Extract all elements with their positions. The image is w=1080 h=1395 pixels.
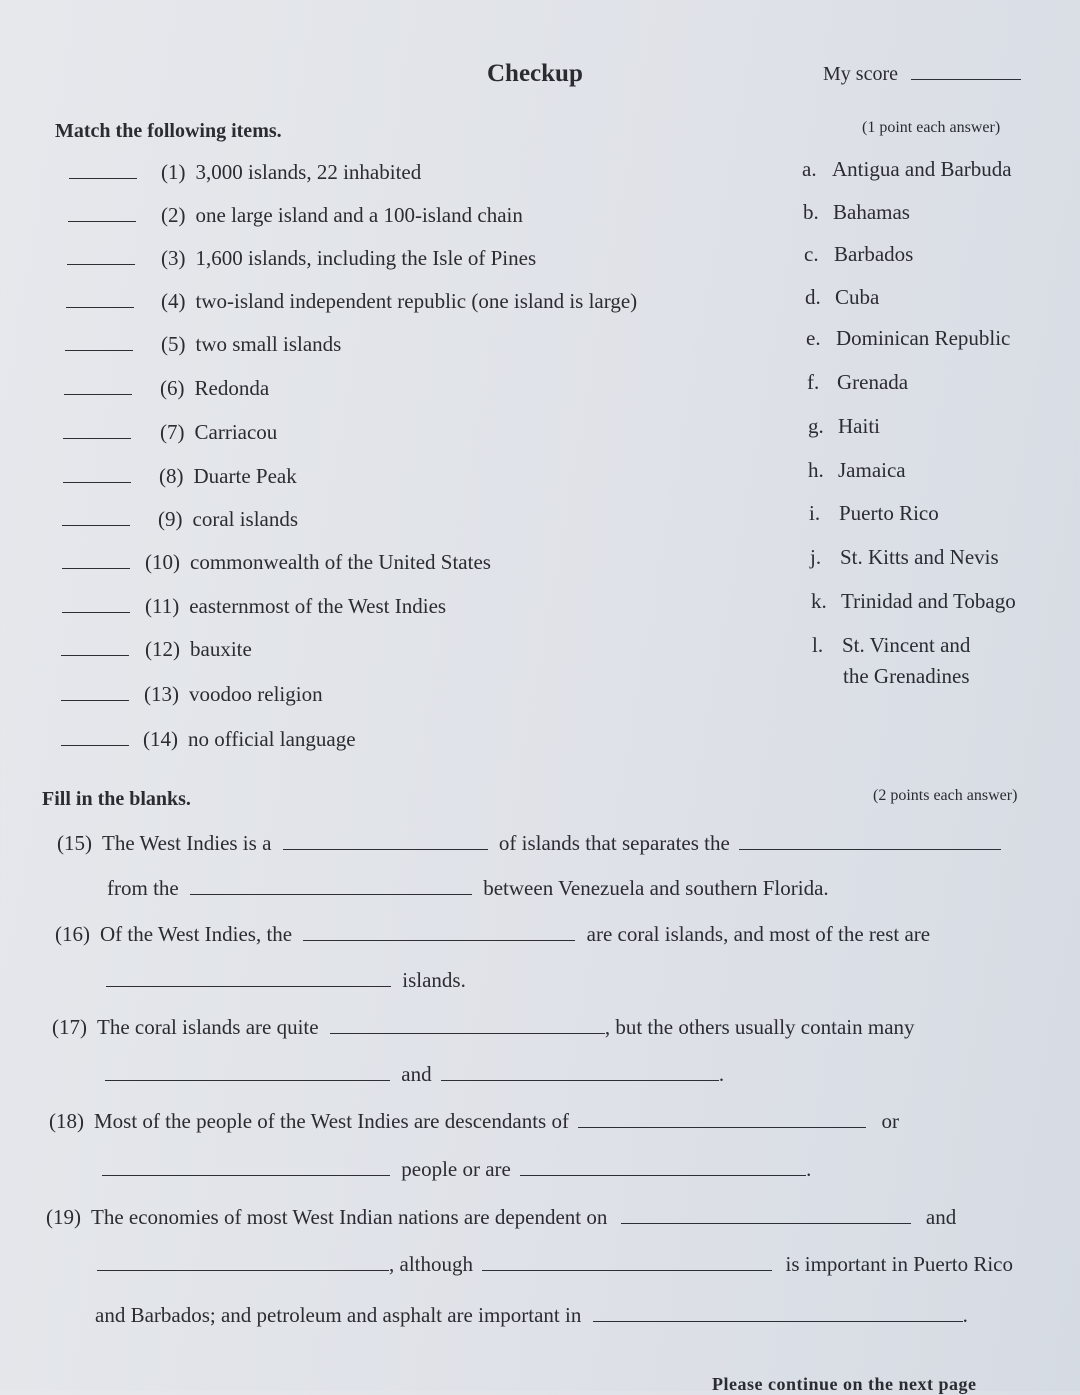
q16-text-b: are coral islands, and most of the rest are [586, 922, 931, 946]
answer-option-12 [812, 633, 970, 658]
match-item-13 [61, 682, 323, 707]
answer-option-6 [807, 370, 908, 395]
match-answer-blank[interactable] [61, 744, 129, 746]
match-item-text: 1,600 islands, including the Isle of Pines [195, 246, 537, 270]
q18-text-b: or [881, 1109, 899, 1133]
q18-blank-1[interactable] [578, 1126, 866, 1128]
q16-number: (16) [55, 922, 90, 946]
answer-option-8 [808, 458, 906, 483]
answer-letter: j. [810, 545, 822, 569]
q15-line1 [57, 831, 1001, 856]
match-item-number: (12) [145, 637, 180, 661]
q19-line1 [46, 1205, 956, 1230]
q18-line2 [102, 1157, 811, 1182]
q16-text-c: islands. [402, 968, 466, 992]
q19-text-d: is important in Puerto Rico [785, 1252, 1013, 1276]
answer-text: Trinidad and Tobago [841, 589, 1016, 613]
q17-text-a: The coral islands are quite [97, 1015, 319, 1039]
matching-points: (1 point each answer) [862, 119, 1001, 136]
q18-text-d: . [806, 1157, 812, 1181]
match-item-number: (6) [160, 376, 185, 400]
q16-text-a: Of the West Indies, the [100, 922, 293, 946]
q18-blank-2[interactable] [102, 1174, 390, 1176]
match-answer-blank[interactable] [68, 220, 136, 222]
match-answer-blank[interactable] [65, 349, 133, 351]
match-item-5 [65, 332, 341, 357]
match-item-text: two-island independent republic (one island is large) [195, 289, 638, 313]
continue-note: Please continue on the next page [712, 1374, 977, 1394]
match-item-12 [61, 637, 252, 662]
q15-text-d: between Venezuela and southern Florida. [483, 876, 829, 900]
match-item-number: (8) [159, 464, 184, 488]
q15-blank-2[interactable] [739, 848, 1001, 850]
answer-text: St. Vincent and [842, 633, 971, 657]
match-item-1 [69, 160, 421, 185]
answer-letter: g. [808, 414, 824, 438]
answer-option-11 [811, 589, 1016, 614]
q19-text-c: , although [389, 1252, 473, 1276]
match-item-6 [64, 376, 269, 401]
match-item-number: (11) [145, 594, 180, 618]
q19-line3 [95, 1303, 968, 1328]
match-item-number: (5) [161, 332, 186, 356]
match-item-text: bauxite [190, 637, 252, 661]
q17-line1 [52, 1015, 915, 1040]
match-answer-blank[interactable] [61, 699, 129, 701]
match-answer-blank[interactable] [62, 524, 130, 526]
answer-option-1 [802, 157, 1012, 182]
answer-text: Jamaica [838, 458, 906, 482]
match-item-number: (3) [161, 246, 186, 270]
q19-blank-4[interactable] [593, 1320, 963, 1322]
match-item-number: (13) [144, 682, 179, 706]
q19-text-f: . [962, 1303, 968, 1327]
answer-text: Cuba [835, 285, 880, 309]
answer-letter: c. [804, 242, 819, 266]
score-label [823, 63, 1021, 86]
match-item-number: (14) [143, 727, 178, 751]
q15-line2 [107, 876, 829, 901]
q15-number: (15) [57, 831, 92, 855]
q15-blank-1[interactable] [283, 848, 488, 850]
answer-option-13 [843, 664, 970, 689]
match-item-number: (2) [161, 203, 186, 227]
match-item-3 [67, 246, 536, 271]
answer-letter: a. [802, 157, 817, 181]
q18-blank-3[interactable] [520, 1174, 806, 1176]
q17-blank-3[interactable] [441, 1079, 719, 1081]
q17-number: (17) [52, 1015, 87, 1039]
q19-blank-3[interactable] [482, 1269, 772, 1271]
fill-points: (2 points each answer) [873, 787, 1018, 804]
match-item-number: (4) [161, 289, 186, 313]
q17-blank-1[interactable] [330, 1032, 605, 1034]
match-item-9 [62, 507, 298, 532]
answer-text: Haiti [838, 414, 880, 438]
q16-blank-1[interactable] [303, 939, 575, 941]
q19-blank-1[interactable] [621, 1222, 911, 1224]
match-item-text: commonwealth of the United States [190, 550, 491, 574]
answer-letter: f. [807, 370, 820, 394]
match-item-text: Carriacou [194, 420, 278, 444]
match-item-text: Redonda [194, 376, 270, 400]
answer-option-5 [806, 326, 1010, 351]
answer-letter: l. [812, 633, 824, 657]
q17-line2 [105, 1062, 724, 1087]
q16-blank-2[interactable] [106, 985, 391, 987]
match-item-text: 3,000 islands, 22 inhabited [195, 160, 422, 184]
match-answer-blank[interactable] [63, 481, 131, 483]
match-item-10 [62, 550, 491, 575]
score-label-text: My score [823, 63, 898, 85]
q17-text-d: . [718, 1062, 725, 1086]
match-item-7 [63, 420, 277, 445]
match-item-text: no official language [188, 727, 356, 751]
match-item-4 [66, 289, 637, 314]
answer-letter: i. [809, 501, 821, 525]
q18-number: (18) [49, 1109, 84, 1133]
match-item-text: Duarte Peak [193, 464, 297, 488]
answer-text: the Grenadines [843, 664, 970, 688]
q16-line1 [55, 922, 930, 947]
page-title: Checkup [487, 60, 583, 87]
answer-text: Antigua and Barbuda [832, 157, 1012, 181]
answer-letter: h. [808, 458, 824, 482]
q19-text-e: and Barbados; and petroleum and asphalt are important in [95, 1303, 582, 1327]
answer-letter: e. [806, 326, 821, 350]
answer-text: Puerto Rico [839, 501, 939, 525]
match-answer-blank[interactable] [62, 611, 130, 613]
q17-text-c: and [401, 1062, 432, 1086]
match-item-number: (7) [160, 420, 185, 444]
match-item-8 [63, 464, 297, 489]
match-item-number: (10) [145, 550, 180, 574]
q16-line2 [106, 968, 466, 993]
score-blank[interactable] [911, 78, 1021, 80]
answer-option-10 [810, 545, 999, 570]
q17-blank-2[interactable] [105, 1079, 390, 1081]
fill-instruction: Fill in the blanks. [42, 788, 191, 810]
answer-option-9 [809, 501, 939, 526]
match-answer-blank[interactable] [69, 177, 137, 179]
match-answer-blank[interactable] [66, 306, 134, 308]
match-item-text: one large island and a 100-island chain [195, 203, 523, 227]
match-answer-blank[interactable] [63, 437, 131, 439]
match-answer-blank[interactable] [62, 567, 130, 569]
q18-text-a: Most of the people of the West Indies are descendants of [94, 1109, 569, 1133]
answer-letter: k. [811, 589, 827, 613]
q15-text-c: from the [107, 876, 179, 900]
q15-text-b: of islands that separates the [498, 831, 730, 855]
match-item-text: easternmost of the West Indies [189, 594, 447, 618]
answer-option-3 [804, 242, 913, 267]
match-item-11 [62, 594, 446, 619]
answer-text: Barbados [834, 242, 914, 266]
answer-option-2 [803, 200, 910, 225]
answer-text: Dominican Republic [836, 326, 1011, 350]
match-item-2 [68, 203, 523, 228]
match-answer-blank[interactable] [67, 263, 135, 265]
q18-text-c: people or are [401, 1157, 511, 1181]
match-item-text: two small islands [195, 332, 342, 356]
answer-letter: d. [805, 285, 821, 309]
q15-blank-3[interactable] [190, 893, 472, 895]
q19-blank-2[interactable] [97, 1269, 389, 1271]
q18-line1 [49, 1109, 899, 1134]
q15-text-a: The West Indies is a [102, 831, 272, 855]
q17-text-b: , but the others usually contain many [604, 1015, 915, 1039]
match-item-number: (9) [158, 507, 183, 531]
match-answer-blank[interactable] [64, 393, 132, 395]
match-answer-blank[interactable] [61, 654, 129, 656]
answer-text: Bahamas [833, 200, 910, 224]
q19-line2 [97, 1252, 1013, 1277]
q19-number: (19) [46, 1205, 81, 1229]
match-item-number: (1) [161, 160, 186, 184]
match-item-14 [61, 727, 356, 752]
answer-text: Grenada [837, 370, 909, 394]
matching-instruction: Match the following items. [55, 120, 282, 142]
q19-text-b: and [925, 1205, 957, 1229]
answer-option-7 [808, 414, 880, 439]
match-item-text: coral islands [192, 507, 299, 531]
answer-option-4 [805, 285, 879, 310]
answer-letter: b. [803, 200, 819, 224]
q19-text-a: The economies of most West Indian nations are dependent on [91, 1205, 608, 1229]
match-item-text: voodoo religion [189, 682, 323, 706]
answer-text: St. Kitts and Nevis [840, 545, 999, 569]
